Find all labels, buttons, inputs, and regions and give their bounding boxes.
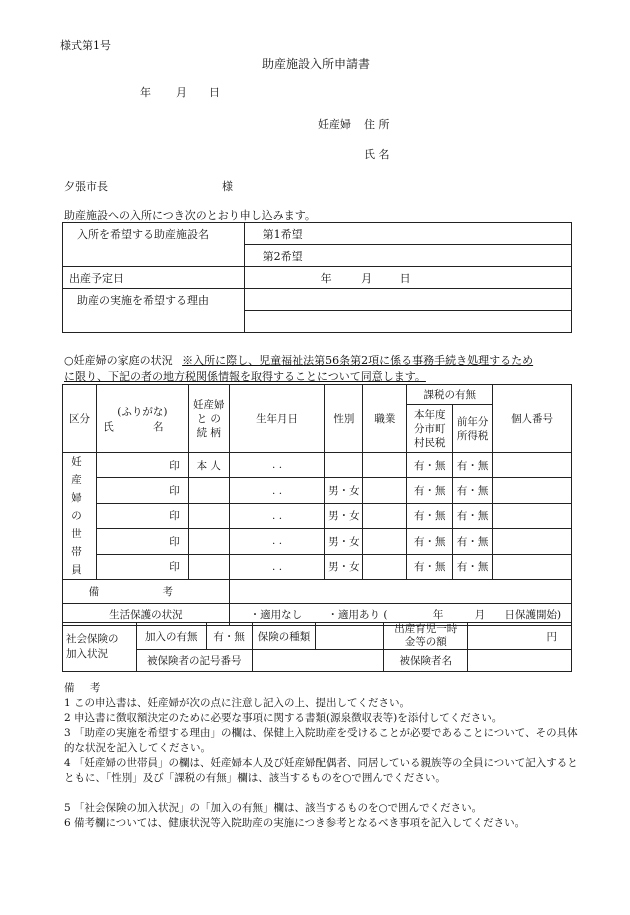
remarks-label-text: 備 考 — [88, 586, 204, 598]
form-number: 様式第1号 — [60, 39, 111, 52]
sex-cell[interactable]: 男・女 — [325, 554, 363, 579]
welfare-tail: 日保護開始) — [504, 609, 562, 621]
name-seal-cell[interactable]: 印 — [96, 453, 188, 478]
due-date-label: 出産予定日 — [63, 267, 245, 289]
choice2-field[interactable]: 第2希望 — [244, 245, 571, 267]
relation-self: 本 人 — [188, 453, 229, 478]
welfare-year: 年 — [432, 609, 444, 621]
tax-income-cell[interactable]: 有・無 — [453, 503, 493, 528]
job-cell[interactable] — [363, 554, 407, 579]
tax-municipal-cell[interactable]: 有・無 — [407, 554, 453, 579]
date-year: 年 — [140, 86, 151, 99]
col-id: 個人番号 — [493, 385, 572, 453]
name-label: 氏 名 — [364, 148, 390, 161]
facility-table — [62, 222, 572, 333]
note-5: 5 「社会保険の加入状況」の「加入の有無」欄は、該当するものを○で囲んでください。 — [64, 802, 483, 814]
col-birth: 生年月日 — [229, 385, 325, 453]
household-heading — [64, 352, 533, 368]
insured-number-field[interactable] — [252, 650, 384, 672]
col-tax-municipal — [407, 405, 453, 453]
insured-name-label: 被保険者名 — [384, 650, 468, 672]
reason-field-2[interactable] — [244, 311, 571, 333]
col-sex: 性別 — [325, 385, 363, 453]
due-month: 月 — [361, 271, 373, 285]
note-2: 2 申込書に徴収額決定のために必要な事項に関する書類(源泉徴収表等)を添付してください。 — [64, 712, 503, 724]
ins-type-field[interactable] — [316, 623, 384, 650]
table-row — [63, 554, 572, 579]
tax-income-cell[interactable]: 有・無 — [453, 529, 493, 554]
col-name-text: 氏 名 — [103, 420, 182, 433]
col-job: 職業 — [363, 385, 407, 453]
facility-label: 入所を希望する助産施設名 — [63, 223, 245, 267]
job-cell[interactable] — [363, 478, 407, 503]
col-kubun: 区分 — [63, 385, 97, 453]
notes-heading: 備 考 — [64, 682, 107, 694]
col-tax-a2: 分市町 — [413, 422, 446, 435]
job-cell[interactable] — [363, 503, 407, 528]
tax-income-cell[interactable]: 有・無 — [453, 554, 493, 579]
group-label-text: 妊産婦の世帯員 — [71, 456, 88, 576]
birth-cell[interactable]: . . — [229, 554, 325, 579]
name-seal-cell[interactable]: 印 — [96, 478, 188, 503]
consent-text-1: ※入所に際し、児童福祉法第56条第2項に係る事務手続き処理するため — [182, 354, 534, 367]
addressee: 夕張市長 — [64, 180, 108, 193]
birth-cell[interactable]: . . — [229, 453, 325, 478]
col-rel-3: 続 柄 — [196, 426, 221, 439]
lump-sum-label — [384, 623, 468, 650]
sex-cell[interactable] — [325, 453, 363, 478]
tax-income-cell[interactable]: 有・無 — [453, 478, 493, 503]
tax-income-cell[interactable]: 有・無 — [453, 453, 493, 478]
reason-label: 助産の実施を希望する理由 — [63, 289, 245, 333]
id-cell[interactable] — [493, 453, 572, 478]
name-seal-cell[interactable]: 印 — [96, 554, 188, 579]
welfare-yes-option[interactable]: ・適用あり ( — [327, 609, 388, 621]
due-day: 日 — [399, 271, 411, 285]
insurance-label — [63, 623, 137, 672]
birth-cell[interactable]: . . — [229, 503, 325, 528]
due-date-field[interactable] — [244, 267, 571, 289]
tax-municipal-cell[interactable]: 有・無 — [407, 478, 453, 503]
page-title: 助産施設入所申請書 — [262, 57, 371, 71]
col-rel-1: 妊産婦 — [192, 398, 225, 411]
remarks-field[interactable] — [229, 580, 571, 604]
col-name — [96, 385, 188, 453]
choice1-field[interactable]: 第1希望 — [244, 223, 571, 245]
intro-text: 助産施設への入所につき次のとおり申し込みます。 — [64, 209, 316, 222]
note-4: 4 「妊産婦の世帯員」の欄は、妊産婦本人及び妊産婦配偶者、同居している親族等の全員について記入するとともに、「性別」及び「課税の有無」欄は、該当するものを○で囲んでください。 — [64, 757, 578, 784]
welfare-none-option[interactable]: ・適用なし — [249, 609, 303, 621]
col-tax-b1: 前年分 — [456, 415, 489, 428]
household-table — [62, 384, 572, 626]
col-tax-a3: 村民税 — [413, 436, 446, 449]
col-tax-income — [453, 405, 493, 453]
tax-municipal-cell[interactable]: 有・無 — [407, 503, 453, 528]
id-cell[interactable] — [493, 554, 572, 579]
address-label: 住 所 — [364, 118, 390, 131]
welfare-label: 生活保護の状況 — [63, 604, 230, 626]
name-seal-cell[interactable]: 印 — [96, 503, 188, 528]
ins-type-label: 保険の種類 — [252, 623, 316, 650]
id-cell[interactable] — [493, 478, 572, 503]
welfare-month: 月 — [474, 609, 486, 621]
note-3: 3 「助産の実施を希望する理由」の欄は、保健上入院助産を受けることが必要であることについて、その具体的な状況を記入してください。 — [64, 727, 578, 754]
insured-number-label: 被保険者の記号番号 — [136, 650, 252, 672]
relation-cell[interactable] — [188, 529, 229, 554]
relation-cell[interactable] — [188, 478, 229, 503]
insurance-label-2: 加入状況 — [66, 648, 108, 660]
relation-cell[interactable] — [188, 503, 229, 528]
col-tax-a1: 本年度 — [413, 408, 446, 421]
id-cell[interactable] — [493, 529, 572, 554]
reason-field-1[interactable] — [244, 289, 571, 311]
insured-name-field[interactable] — [468, 650, 572, 672]
col-tax-b2: 所得税 — [456, 429, 489, 442]
col-rel-2: と の — [196, 412, 221, 425]
id-cell[interactable] — [493, 503, 572, 528]
table-row — [63, 529, 572, 554]
date-month: 月 — [176, 86, 187, 99]
sex-cell[interactable]: 男・女 — [325, 478, 363, 503]
insurance-table — [62, 622, 572, 672]
remarks-label — [63, 580, 230, 604]
job-cell[interactable] — [363, 453, 407, 478]
sex-cell[interactable]: 男・女 — [325, 503, 363, 528]
col-relation — [188, 385, 229, 453]
lump-sum-field[interactable]: 円 — [468, 623, 572, 650]
sex-cell[interactable]: 男・女 — [325, 529, 363, 554]
table-row — [63, 503, 572, 528]
honorific: 様 — [222, 180, 233, 193]
consent-text-2: に限り、下記の者の地方税関係情報を取得することについて同意します。 — [64, 370, 426, 383]
name-seal-cell[interactable]: 印 — [96, 529, 188, 554]
relation-cell[interactable] — [188, 554, 229, 579]
job-cell[interactable] — [363, 529, 407, 554]
ins-join-field[interactable]: 有・無 — [206, 623, 252, 650]
date-day: 日 — [209, 86, 220, 99]
note-6: 6 備考欄については、健康状況等入院助産の実施につき参考となるべき事項を記入してください。 — [64, 817, 526, 829]
table-row — [63, 478, 572, 503]
note-1: 1 この申込書は、妊産婦が次の点に注意し記入の上、提出してください。 — [64, 697, 411, 709]
lump-sum-label-2: 金等の額 — [404, 636, 447, 648]
tax-municipal-cell[interactable]: 有・無 — [407, 453, 453, 478]
col-tax: 課税の有無 — [407, 385, 493, 405]
group-label — [63, 453, 97, 580]
lump-sum-label-1: 出産育児一時 — [394, 623, 458, 635]
applicant-label: 妊産婦 — [318, 118, 351, 131]
tax-municipal-cell[interactable]: 有・無 — [407, 529, 453, 554]
birth-cell[interactable]: . . — [229, 478, 325, 503]
ins-join-label: 加入の有無 — [136, 623, 206, 650]
table-row — [63, 453, 572, 478]
household-heading-text: ○妊産婦の家庭の状況 — [64, 354, 173, 367]
birth-cell[interactable]: . . — [229, 529, 325, 554]
col-furigana-text: (ふりがな) — [117, 405, 168, 418]
insurance-label-1: 社会保険の — [66, 633, 119, 645]
due-year: 年 — [320, 271, 332, 285]
